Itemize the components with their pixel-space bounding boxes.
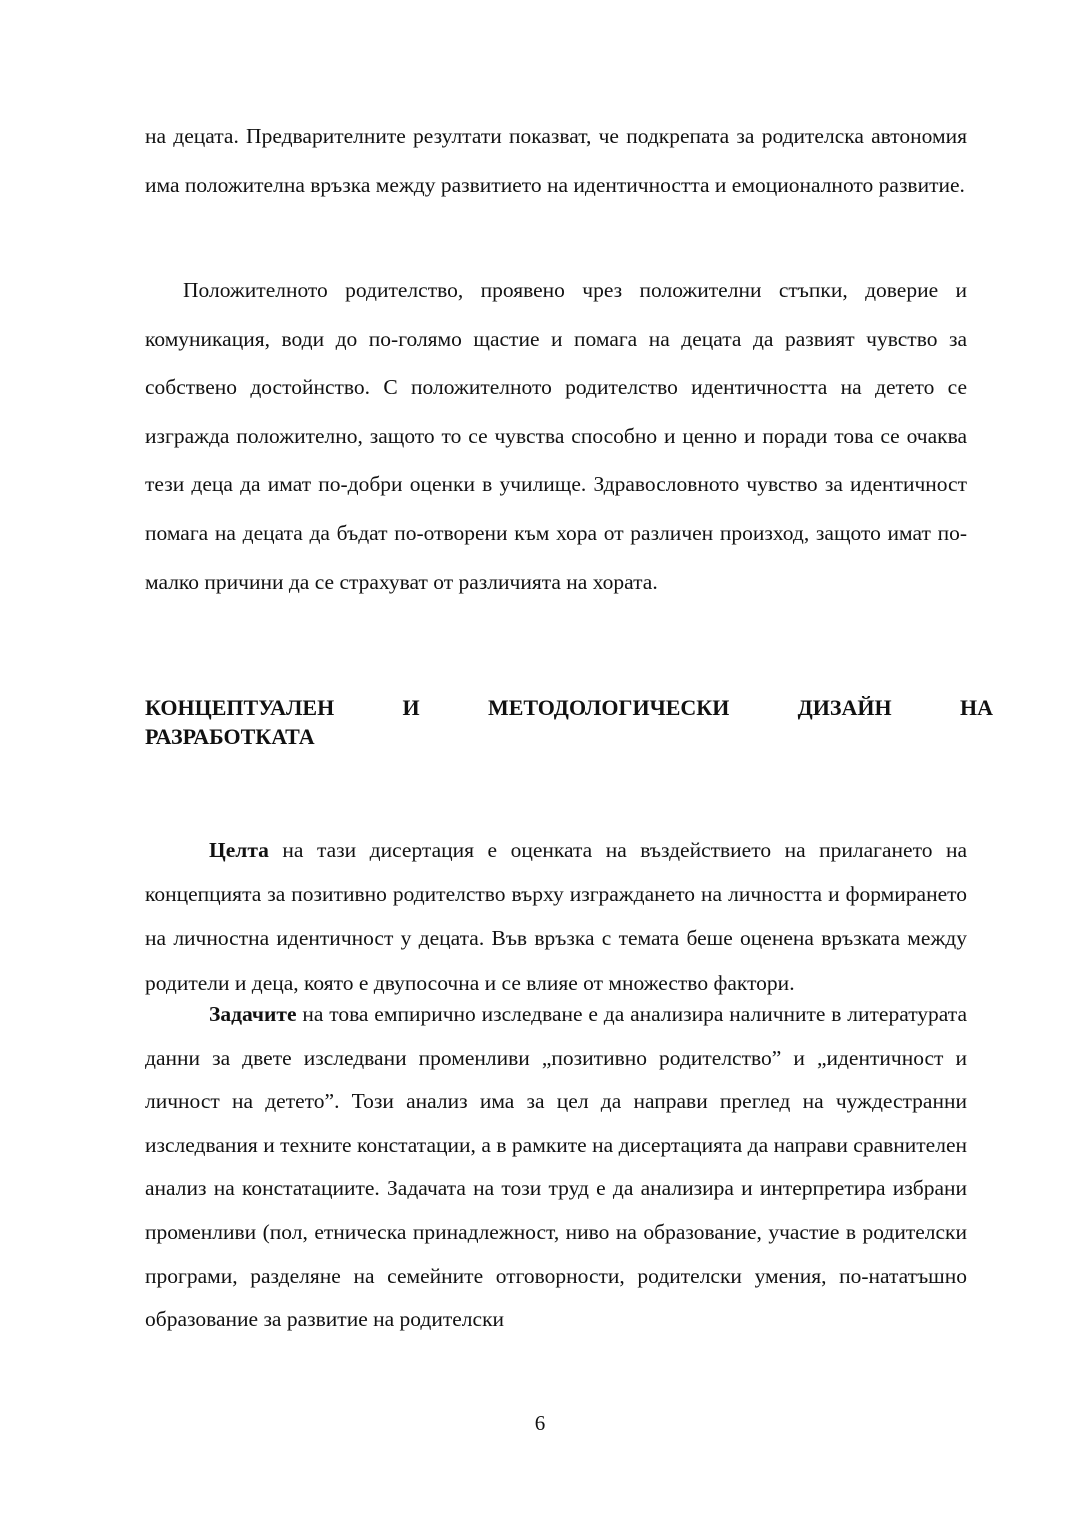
heading-word: НА <box>959 695 993 720</box>
goal-lead-word: Целта <box>209 838 269 862</box>
section-heading-line-1 <box>145 693 993 722</box>
section-heading <box>145 693 993 751</box>
heading-word: ДИЗАЙН <box>797 695 892 720</box>
section-heading-line-2: РАЗРАБОТКАТА <box>145 724 315 749</box>
heading-word: МЕТОДОЛОГИЧЕСКИ <box>487 695 730 720</box>
heading-word: КОНЦЕПТУАЛЕН <box>145 695 335 720</box>
paragraph-text: на децата. Предварителните резултати показват, че подкрепата за родителска автономия има положителна връзка между развитието на идентичността и емоционалното развитие. <box>145 124 967 197</box>
paragraph-text: Положителното родителство, проявено чрез положителни стъпки, доверие и комуникация, води до по-голямо щастие и помага на децата да развият чувство за собствено достойнство. С положителното родителство идентичността на детето се изгражда положително, защото то се чувства способно и ценно и поради това се очаква тези деца да имат по-добри оценки в училище. Здравословното чувство за идентичност помага на децата да бъдат по-отворени към хора от различен произход, защото имат по-малко причини да се страхуват от различията на хората. <box>145 278 967 594</box>
paragraph-goal <box>145 828 967 1005</box>
paragraph-tasks <box>145 993 967 1342</box>
goal-text: на тази дисертация е оценката на въздействието на прилагането на концепцията за позитивно родителство върху изграждането на личността и формирането на личностна идентичност у децата. Във връзка с темата беше оценена връзката между родители и деца, която е двупосочна и се влияе от множество фактори. <box>145 838 967 995</box>
paragraph-text <box>145 828 967 1005</box>
paragraph-text <box>145 993 967 1342</box>
paragraph-positive-parenting <box>145 266 967 606</box>
tasks-lead-word: Задачите <box>209 1002 297 1026</box>
paragraph-continuation <box>145 112 967 209</box>
heading-word: И <box>402 695 420 720</box>
tasks-text: на това емпирично изследване е да анализира наличните в литературата данни за двете изследвани променливи „позитивно родителство” и „идентичност и личност на детето”. Този анализ има за цел да направи преглед на чуждестранни изследвания и техните констатации, а в рамките на дисертацията да направи сравнителен анализ на констатациите. Задачата на този труд е да анализира и интерпретира избрани променливи (пол, етническа принадлежност, ниво на образование, участие в родителски програми, разделяне на семейните отговорности, родителски умения, по-нататъшно образование за развитие на родителски <box>145 1002 967 1332</box>
page-number: 6 <box>534 1411 546 1435</box>
